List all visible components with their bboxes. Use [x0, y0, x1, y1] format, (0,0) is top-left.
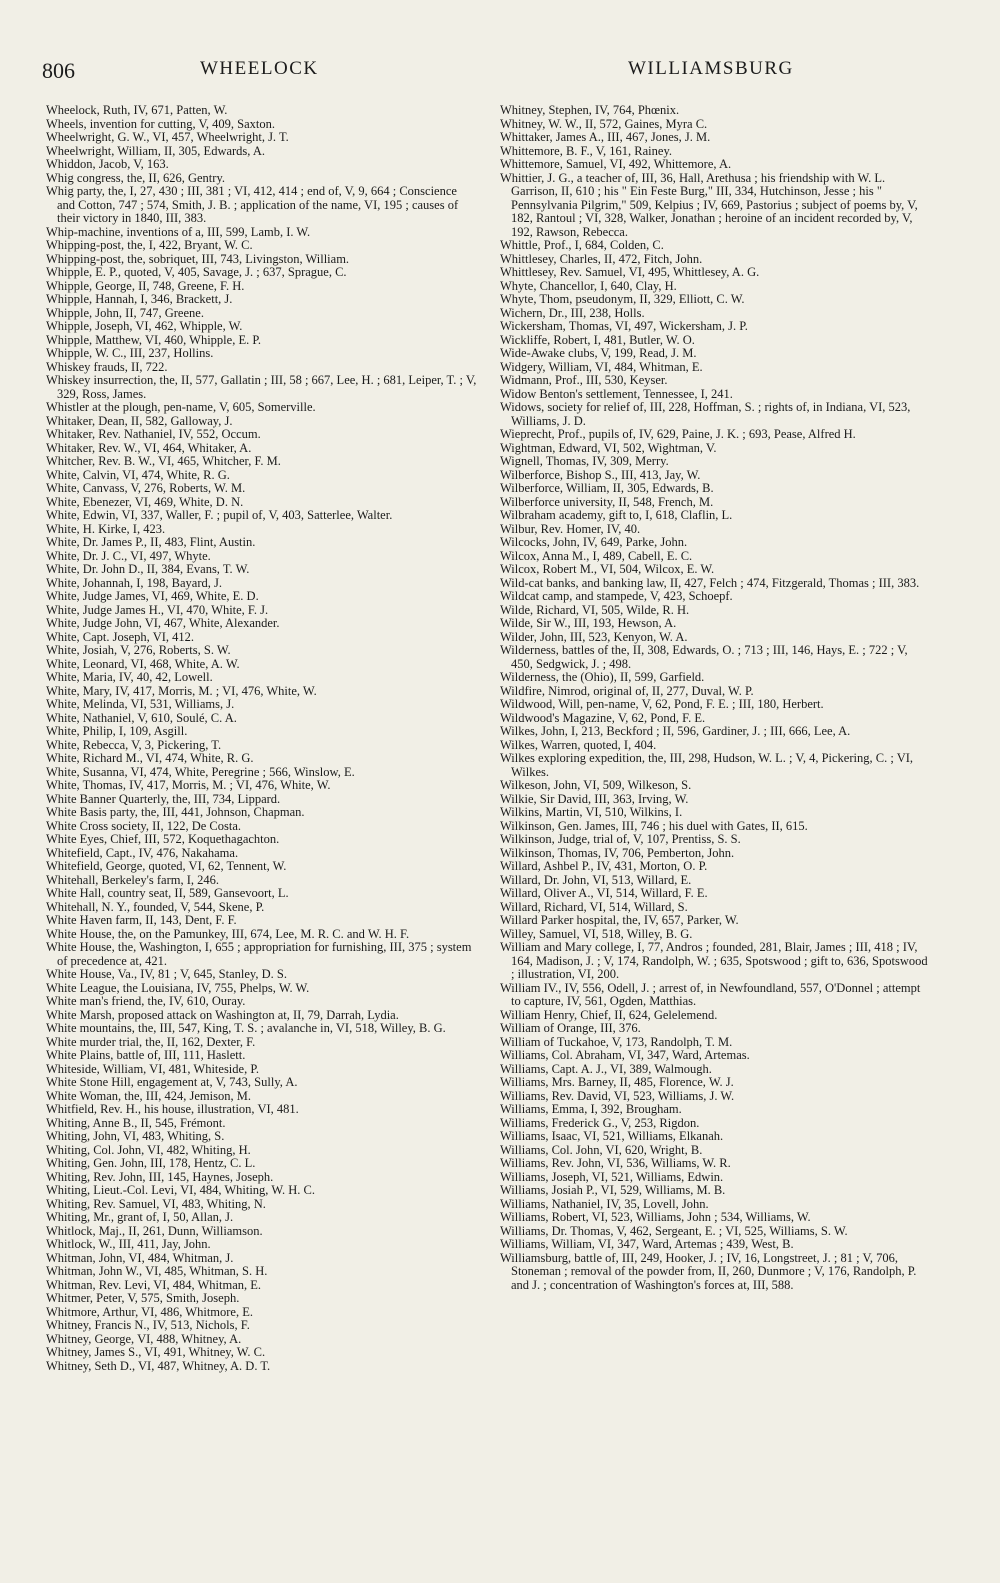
index-entry: Williams, Nathaniel, IV, 35, Lovell, John.: [500, 1196, 709, 1211]
index-entry: White, Calvin, VI, 474, White, R. G.: [46, 467, 230, 482]
index-entry: Wilder, John, III, 523, Kenyon, W. A.: [500, 629, 688, 644]
index-entry: White, Rebecca, V, 3, Pickering, T.: [46, 737, 222, 752]
index-entry: Williams, Capt. A. J., VI, 389, Walmough.: [500, 1061, 712, 1076]
index-entry: Whitcher, Rev. B. W., VI, 465, Whitcher, F. M.: [46, 454, 281, 468]
index-entry: Wide-Awake clubs, V, 199, Read, J. M.: [500, 346, 697, 360]
index-entry: White, Judge James, VI, 469, White, E. D.: [46, 589, 259, 603]
index-entry: Wildfire, Nimrod, original of, II, 277, Duval, W. P.: [500, 683, 754, 698]
index-entry: Williams, Dr. Thomas, V, 462, Sergeant, E. ; VI, 525, Williams, S. W.: [500, 1223, 848, 1238]
index-entry: Wichern, Dr., III, 238, Holls.: [500, 305, 645, 320]
index-entry: White, Nathaniel, V, 610, Soulé, C. A.: [46, 710, 237, 725]
index-entry: Whig congress, the, II, 626, Gentry.: [46, 170, 226, 185]
index-entry: White House, the, on the Pamunkey, III, 674, Lee, M. R. C. and W. H. F.: [46, 926, 410, 941]
index-entry: White Banner Quarterly, the, III, 734, Lippard.: [46, 791, 281, 806]
index-entry: Whitman, Rev. Levi, VI, 484, Whitman, E.: [46, 1277, 262, 1292]
index-entry: Wilderness, battles of the, II, 308, Edwards, O. ; 713 ; III, 146, Hays, E. ; 722 ; V, 450, Sedgwick, J. ; 498.: [500, 643, 908, 671]
left-index-column: [46, 104, 478, 1373]
index-entry: Whipple, E. P., quoted, V, 405, Savage, J. ; 637, Sprague, C.: [46, 265, 347, 279]
index-entry: Whitaker, Dean, II, 582, Galloway, J.: [46, 413, 233, 428]
index-entry: White, Leonard, VI, 468, White, A. W.: [46, 656, 240, 671]
index-entry: Whipple, George, II, 748, Greene, F. H.: [46, 278, 245, 293]
index-entry: Wilkinson, Gen. James, III, 746 ; his duel with Gates, II, 615.: [500, 818, 808, 833]
index-entry: Whittemore, Samuel, VI, 492, Whittemore, A.: [500, 157, 732, 171]
index-entry: Williams, Emma, I, 392, Brougham.: [500, 1102, 682, 1116]
index-entry: Whitman, John, VI, 484, Whitman, J.: [46, 1250, 234, 1265]
index-entry: Wilde, Richard, VI, 505, Wilde, R. H.: [500, 602, 690, 617]
index-entry: Wilberforce university, II, 548, French, M.: [500, 494, 714, 509]
index-entry: Whipple, Joseph, VI, 462, Whipple, W.: [46, 319, 243, 333]
index-entry: Wilberforce, Bishop S., III, 413, Jay, W.: [500, 467, 701, 482]
index-entry: White Cross society, II, 122, De Costa.: [46, 818, 241, 833]
index-entry: White Marsh, proposed attack on Washington at, II, 79, Darrah, Lydia.: [46, 1007, 399, 1022]
index-entry: White Woman, the, III, 424, Jemison, M.: [46, 1088, 251, 1103]
index-entry: White, Philip, I, 109, Asgill.: [46, 724, 188, 738]
index-entry: Whittlesey, Charles, II, 472, Fitch, John.: [500, 251, 703, 266]
index-entry: White House, Va., IV, 81 ; V, 645, Stanley, D. S.: [46, 967, 287, 981]
index-entry: Wheelwright, G. W., VI, 457, Wheelwright, J. T.: [46, 130, 289, 144]
index-entry: Whitney, James S., VI, 491, Whitney, W. C.: [46, 1345, 266, 1359]
index-entry: Whitney, Seth D., VI, 487, Whitney, A. D. T.: [46, 1358, 271, 1373]
index-entry: White, Dr. James P., II, 483, Flint, Austin.: [46, 535, 256, 549]
index-entry: Williams, William, VI, 347, Ward, Artemas ; 439, West, B.: [500, 1237, 794, 1251]
index-entry: Wilkeson, John, VI, 509, Wilkeson, S.: [500, 778, 692, 792]
index-entry: White Stone Hill, engagement at, V, 743, Sully, A.: [46, 1075, 298, 1089]
index-entry: Wignell, Thomas, IV, 309, Merry.: [500, 454, 669, 468]
index-entry: Whig party, the, I, 27, 430 ; III, 381 ; VI, 412, 414 ; end of, V, 9, 664 ; Conscience and Cotton, 747 ; 574, Smith, J. B. ; application of the name, VI, 195 ; causes of their victory in 1840, III, 383.: [46, 184, 459, 225]
index-entry: Wheelwright, William, II, 305, Edwards, A.: [46, 143, 266, 158]
index-entry: White man's friend, the, IV, 610, Ouray.: [46, 994, 246, 1008]
index-entry: White, Ebenezer, VI, 469, White, D. N.: [46, 494, 244, 509]
index-entry: Willard, Dr. John, VI, 513, Willard, E.: [500, 872, 692, 887]
index-entry: Whitaker, Rev. W., VI, 464, Whitaker, A.: [46, 440, 252, 455]
index-entry: Whitney, Francis N., IV, 513, Nichols, F.: [46, 1318, 250, 1332]
index-entry: Whitefield, George, quoted, VI, 62, Tennent, W.: [46, 859, 287, 873]
right-index-column: [500, 104, 932, 1292]
index-entry: White, Richard M., VI, 474, White, R. G.: [46, 751, 254, 765]
index-entry: Wildcat camp, and stampede, V, 423, Schoepf.: [500, 589, 733, 603]
index-entry: White, Canvass, V, 276, Roberts, W. M.: [46, 481, 246, 495]
index-entry: Whipping-post, the, sobriquet, III, 743, Livingston, William.: [46, 251, 350, 266]
index-entry: Whipping-post, the, I, 422, Bryant, W. C.: [46, 238, 253, 252]
index-entry: Whiskey insurrection, the, II, 577, Gallatin ; III, 58 ; 667, Lee, H. ; 681, Leiper, T. ; V, 329, Ross, James.: [46, 373, 477, 401]
index-entry: Whitney, W. W., II, 572, Gaines, Myra C.: [500, 116, 708, 131]
index-entry: White League, the Louisiana, IV, 755, Phelps, W. W.: [46, 980, 310, 995]
index-entry: Whiting, John, VI, 483, Whiting, S.: [46, 1129, 225, 1143]
page-number: 806: [42, 58, 75, 83]
index-entry: Whyte, Thom, pseudonym, II, 329, Elliott, C. W.: [500, 292, 745, 306]
index-entry: Whittaker, James A., III, 467, Jones, J. M.: [500, 130, 711, 144]
index-entry: Whiting, Rev. John, III, 145, Haynes, Joseph.: [46, 1169, 274, 1184]
index-entry: Whitaker, Rev. Nathaniel, IV, 552, Occum.: [46, 427, 261, 441]
index-entry: Wilde, Sir W., III, 193, Hewson, A.: [500, 616, 677, 630]
index-entry: Whiting, Col. John, VI, 482, Whiting, H.: [46, 1142, 251, 1157]
index-entry: Wilkins, Martin, VI, 510, Wilkins, I.: [500, 805, 683, 819]
index-entry: White, Judge James H., VI, 470, White, F. J.: [46, 602, 269, 617]
index-entry: William of Tuckahoe, V, 173, Randolph, T. M.: [500, 1034, 733, 1049]
index-entry: Wilkinson, Thomas, IV, 706, Pemberton, John.: [500, 845, 735, 860]
index-entry: Willey, Samuel, VI, 518, Willey, B. G.: [500, 926, 693, 941]
index-entry: Whiting, Lieut.-Col. Levi, VI, 484, Whiting, W. H. C.: [46, 1183, 315, 1197]
index-entry: William Henry, Chief, II, 624, Gelelemend.: [500, 1007, 718, 1022]
index-entry: Widgery, William, VI, 484, Whitman, E.: [500, 359, 703, 374]
index-entry: Wheelock, Ruth, IV, 671, Patten, W.: [46, 103, 228, 117]
index-entry: White, Maria, IV, 40, 42, Lowell.: [46, 670, 213, 684]
index-entry: Whitney, George, VI, 488, Whitney, A.: [46, 1331, 242, 1346]
index-entry: Williams, Josiah P., VI, 529, Williams, M. B.: [500, 1183, 726, 1197]
index-entry: Wightman, Edward, VI, 502, Wightman, V.: [500, 440, 717, 455]
index-entry: Whitman, John W., VI, 485, Whitman, S. H.: [46, 1264, 268, 1278]
index-entry: Williams, Frederick G., V, 253, Rigdon.: [500, 1115, 700, 1130]
index-entry: Williams, Joseph, VI, 521, Williams, Edwin.: [500, 1169, 724, 1184]
index-entry: White, Capt. Joseph, VI, 412.: [46, 629, 195, 644]
index-entry: Wilderness, the (Ohio), II, 599, Garfield.: [500, 670, 705, 684]
index-entry: Widows, society for relief of, III, 228, Hoffman, S. ; rights of, in Indiana, VI, 523, Williams, J. D.: [500, 400, 911, 428]
index-entry: Whittlesey, Rev. Samuel, VI, 495, Whittlesey, A. G.: [500, 265, 760, 279]
index-entry: Whiting, Mr., grant of, I, 50, Allan, J.: [46, 1210, 234, 1224]
index-entry: White Eyes, Chief, III, 572, Koquethagachton.: [46, 832, 280, 846]
index-entry: William of Orange, III, 376.: [500, 1021, 641, 1035]
index-entry: Wilberforce, William, II, 305, Edwards, B.: [500, 481, 714, 495]
index-entry: White Plains, battle of, III, 111, Haslett.: [46, 1048, 246, 1062]
index-entry: Whiteside, William, VI, 481, Whiteside, P.: [46, 1061, 260, 1076]
index-entry: White, Johannah, I, 198, Bayard, J.: [46, 575, 223, 590]
index-entry: Whipple, Matthew, VI, 460, Whipple, E. P.: [46, 332, 262, 347]
index-entry: Whitefield, Capt., IV, 476, Nakahama.: [46, 845, 239, 860]
index-entry: Whitlock, W., III, 411, Jay, John.: [46, 1237, 211, 1251]
index-entry: Widow Benton's settlement, Tennessee, I, 241.: [500, 386, 733, 401]
index-entry: Wilkie, Sir David, III, 363, Irving, W.: [500, 791, 689, 806]
page-header: [42, 54, 942, 90]
index-entry: Wilkes exploring expedition, the, III, 298, Hudson, W. L. ; V, 4, Pickering, C. ; VI, Wilkes.: [500, 751, 914, 779]
index-entry: White, Melinda, VI, 531, Williams, J.: [46, 697, 235, 711]
index-entry: White, Mary, IV, 417, Morris, M. ; VI, 476, White, W.: [46, 683, 317, 698]
index-entry: Whistler at the plough, pen-name, V, 605, Somerville.: [46, 400, 316, 414]
index-entry: Whipple, W. C., III, 237, Hollins.: [46, 346, 214, 360]
index-entry: Whittle, Prof., I, 684, Colden, C.: [500, 238, 664, 252]
index-entry: Wickliffe, Robert, I, 481, Butler, W. O.: [500, 332, 695, 347]
index-entry: Wickersham, Thomas, VI, 497, Wickersham, J. P.: [500, 319, 748, 333]
index-entry: Whiting, Rev. Samuel, VI, 483, Whiting, N.: [46, 1196, 266, 1211]
index-entry: Wilkinson, Judge, trial of, V, 107, Prentiss, S. S.: [500, 832, 741, 846]
index-entry: Whiddon, Jacob, V, 163.: [46, 157, 169, 171]
index-entry: Wilkes, John, I, 213, Beckford ; II, 596, Gardiner, J. ; III, 666, Lee, A.: [500, 724, 851, 738]
index-entry: Williams, Mrs. Barney, II, 485, Florence, W. J.: [500, 1075, 734, 1089]
index-entry: White, Edwin, VI, 337, Waller, F. ; pupil of, V, 403, Satterlee, Walter.: [46, 508, 393, 522]
index-entry: Wilcocks, John, IV, 649, Parke, John.: [500, 535, 688, 549]
index-entry: Whipple, John, II, 747, Greene.: [46, 305, 204, 320]
index-entry: White House, the, Washington, I, 655 ; appropriation for furnishing, III, 375 ; system of precedence at, 421.: [46, 940, 472, 968]
index-entry: Widmann, Prof., III, 530, Keyser.: [500, 373, 668, 387]
index-entry: White, Thomas, IV, 417, Morris, M. ; VI, 476, White, W.: [46, 778, 331, 792]
index-entry: Wild-cat banks, and banking law, II, 427, Felch ; 474, Fitzgerald, Thomas ; III, 383.: [500, 575, 920, 590]
index-entry: Willard, Ashbel P., IV, 431, Morton, O. P.: [500, 859, 708, 873]
index-entry: Wieprecht, Prof., pupils of, IV, 629, Paine, J. K. ; 693, Pease, Alfred H.: [500, 427, 856, 441]
index-entry: Whitlock, Maj., II, 261, Dunn, Williamson.: [46, 1223, 263, 1238]
right-running-head: WILLIAMSBURG: [628, 58, 794, 79]
index-entry: Whyte, Chancellor, I, 640, Clay, H.: [500, 278, 677, 293]
index-entry: Williams, Isaac, VI, 521, Williams, Elkanah.: [500, 1129, 724, 1143]
index-entry: Wilkes, Warren, quoted, I, 404.: [500, 737, 657, 752]
index-entry: Williams, Rev. David, VI, 523, Williams, J. W.: [500, 1088, 735, 1103]
index-entry: Whitehall, Berkeley's farm, I, 246.: [46, 872, 220, 887]
index-entry: Williams, Robert, VI, 523, Williams, John ; 534, Williams, W.: [500, 1210, 811, 1224]
index-entry: Wilbur, Rev. Homer, IV, 40.: [500, 521, 641, 536]
index-entry: White Haven farm, II, 143, Dent, F. F.: [46, 913, 237, 927]
index-entry: Wildwood, Will, pen-name, V, 62, Pond, F. E. ; III, 180, Herbert.: [500, 697, 824, 711]
index-entry: Whipple, Hannah, I, 346, Brackett, J.: [46, 292, 233, 306]
index-entry: White Hall, country seat, II, 589, Gansevoort, L.: [46, 886, 289, 900]
index-entry: Wilcox, Robert M., VI, 504, Wilcox, E. W.: [500, 562, 715, 576]
index-entry: Willard Parker hospital, the, IV, 657, Parker, W.: [500, 913, 739, 927]
index-entry: White, Josiah, V, 276, Roberts, S. W.: [46, 643, 231, 657]
index-entry: Whiting, Gen. John, III, 178, Hentz, C. L.: [46, 1156, 256, 1170]
index-entry: White Basis party, the, III, 441, Johnson, Chapman.: [46, 805, 305, 819]
index-entry: Whitmer, Peter, V, 575, Smith, Joseph.: [46, 1291, 240, 1305]
index-entry: Williams, Col. Abraham, VI, 347, Ward, Artemas.: [500, 1048, 750, 1062]
index-entry: White, H. Kirke, I, 423.: [46, 521, 166, 536]
left-running-head: WHEELOCK: [200, 58, 319, 79]
index-entry: White, Judge John, VI, 467, White, Alexander.: [46, 616, 280, 630]
index-entry: Whiting, Anne B., II, 545, Frémont.: [46, 1115, 226, 1130]
index-entry: Willard, Richard, VI, 514, Willard, S.: [500, 899, 688, 914]
index-entry: Whitmore, Arthur, VI, 486, Whitmore, E.: [46, 1304, 253, 1319]
index-entry: Wilbraham academy, gift to, I, 618, Claflin, L.: [500, 508, 733, 522]
index-entry: Whittier, J. G., a teacher of, III, 36, Hall, Arethusa ; his friendship with W. L. Garrison, II, 610 ; his " Ein Feste Burg," III, 334, Hutchinson, Jesse ; his " Pennsylvania Pilgrim," 509, Kelpius ; IV, 669, Pastorius ; subject of poems by, V, 182, Rantoul ; VI, 328, Walker, Jonathan ; heroine of an incident recorded by, V, 192, Rawson, Rebecca.: [500, 170, 918, 239]
index-entry: Williams, Col. John, VI, 620, Wright, B.: [500, 1142, 703, 1157]
index-entry: William IV., IV, 556, Odell, J. ; arrest of, in Newfoundland, 557, O'Donnel ; attempt to capture, IV, 561, Ogden, Matthias.: [500, 980, 921, 1008]
index-entry: White mountains, the, III, 547, King, T. S. ; avalanche in, VI, 518, Willey, B. G.: [46, 1021, 446, 1035]
index-entry: Williams, Rev. John, VI, 536, Williams, W. R.: [500, 1156, 731, 1170]
index-entry: Whitehall, N. Y., founded, V, 544, Skene, P.: [46, 899, 265, 914]
index-entry: Wildwood's Magazine, V, 62, Pond, F. E.: [500, 710, 706, 725]
index-entry: White, Dr. John D., II, 384, Evans, T. W.: [46, 562, 250, 576]
index-entry: Wilcox, Anna M., I, 489, Cabell, E. C.: [500, 548, 693, 563]
index-entry: Whitfield, Rev. H., his house, illustration, VI, 481.: [46, 1102, 299, 1116]
index-entry: Whiskey frauds, II, 722.: [46, 359, 168, 374]
index-entry: White, Dr. J. C., VI, 497, Whyte.: [46, 548, 211, 563]
index-entry: William and Mary college, I, 77, Andros ; founded, 281, Blair, James ; III, 418 ; IV, 164, Madison, J. ; V, 174, Randolph, W. ; 635, Spotswood ; gift to, 636, Spotswood ; illustration, VI, 200.: [500, 940, 928, 981]
index-entry: White, Susanna, VI, 474, White, Peregrine ; 566, Winslow, E.: [46, 764, 355, 779]
index-entry: Willard, Oliver A., VI, 514, Willard, F. E.: [500, 886, 708, 900]
index-entry: Wheels, invention for cutting, V, 409, Saxton.: [46, 116, 276, 131]
index-entry: Whittemore, B. F., V, 161, Rainey.: [500, 143, 673, 158]
index-entry: Whitney, Stephen, IV, 764, Phœnix.: [500, 103, 680, 117]
index-entry: Whip-machine, inventions of a, III, 599, Lamb, I. W.: [46, 224, 311, 239]
index-entry: White murder trial, the, II, 162, Dexter, F.: [46, 1034, 256, 1049]
index-entry: Williamsburg, battle of, III, 249, Hooker, J. ; IV, 16, Longstreet, J. ; 81 ; V, 706, Stoneman ; removal of the powder from, II, 260, Dunmore ; V, 176, Randolph, P. and J. ; concentration of Washington's forces at, III, 588.: [500, 1250, 917, 1292]
